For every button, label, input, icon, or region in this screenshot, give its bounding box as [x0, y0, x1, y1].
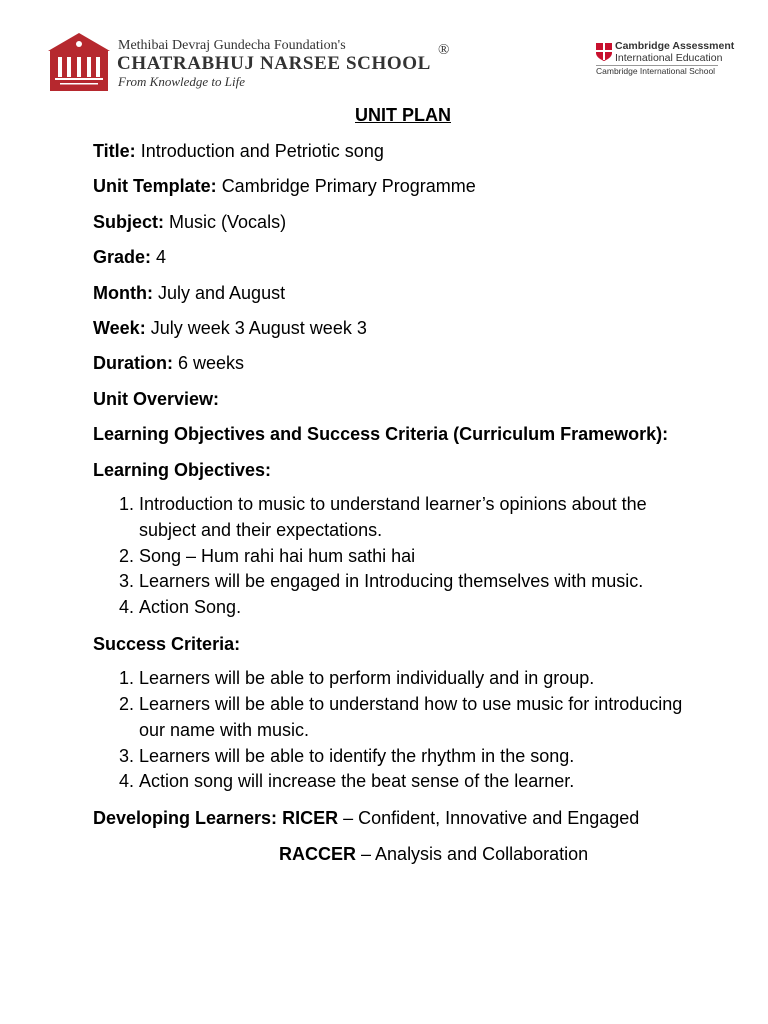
field-label: Week:	[93, 317, 146, 338]
school-tagline: From Knowledge to Life	[118, 74, 245, 89]
field-label: Learning Objectives and Success Criteria (Curriculum Framework):	[93, 424, 669, 445]
field-value: July and August	[157, 282, 286, 303]
field-row	[93, 209, 703, 244]
cambridge-shield-icon	[595, 42, 613, 62]
list-item: 4. Action song will increase the beat sense of the learner.	[139, 769, 703, 795]
school-name: CHATRABHUJ NARSEE SCHOOL	[117, 53, 431, 74]
list-item: 2. Learners will be able to understand how to use music for introducing our name with music.	[139, 692, 703, 744]
field-label: Learning Objectives:	[93, 459, 272, 480]
field-label: Duration:	[93, 353, 173, 374]
learning-objectives-list	[93, 492, 703, 621]
cambridge-line-2: International Education	[615, 52, 723, 64]
developing-label: Developing Learners:	[93, 808, 278, 829]
list-item: 3. Learners will be engaged in Introducing themselves with music.	[139, 569, 703, 595]
field-list	[93, 138, 703, 492]
field-label: Subject:	[93, 211, 165, 232]
field-row	[93, 350, 703, 385]
list-item: 3. Learners will be able to identify the rhythm in the song.	[139, 744, 703, 770]
field-row	[93, 315, 703, 350]
raccer-value: – Analysis and Collaboration	[356, 843, 589, 864]
document-heading: UNIT PLAN	[355, 105, 451, 125]
field-value: 6 weeks	[178, 353, 245, 374]
list-item: 1. Learners will be able to perform individually and in group.	[139, 666, 703, 692]
field-row	[93, 421, 703, 456]
registered-mark: ®	[438, 42, 450, 58]
field-row	[93, 457, 703, 492]
field-label: Unit Overview:	[93, 388, 220, 409]
developing-learners-ricer	[93, 805, 703, 840]
field-value: 4	[156, 247, 167, 268]
raccer-key: RACCER	[279, 843, 357, 864]
cambridge-line-3: Cambridge International School	[596, 66, 716, 76]
field-value: Cambridge Primary Programme	[221, 176, 476, 197]
field-label: Month:	[93, 282, 153, 303]
field-value: July week 3 August week 3	[150, 317, 367, 338]
field-row	[93, 280, 703, 315]
developing-learners-raccer	[93, 841, 703, 871]
field-value: Introduction and Petriotic song	[140, 141, 384, 161]
field-row	[93, 138, 703, 173]
list-item: 1. Introduction to music to understand learner’s opinions about the subject and their expectations.	[139, 492, 703, 544]
field-label: Title:	[93, 141, 136, 161]
field-value: Music (Vocals)	[169, 211, 287, 232]
document-body	[93, 100, 703, 871]
ricer-key: RICER	[282, 808, 339, 829]
field-row	[93, 173, 703, 208]
ricer-value: – Confident, Innovative and Engaged	[338, 808, 640, 829]
field-label: Unit Template:	[93, 176, 217, 197]
field-row	[93, 244, 703, 279]
success-criteria-heading: Success Criteria:	[93, 633, 241, 654]
field-row	[93, 386, 703, 421]
foundation-name: Methibai Devraj Gundecha Foundation's	[118, 38, 346, 53]
list-item: 2. Song – Hum rahi hai hum sathi hai	[139, 544, 703, 570]
list-item: 4. Action Song.	[139, 595, 703, 621]
field-label: Grade:	[93, 247, 152, 268]
page-header	[0, 0, 768, 100]
school-emblem-icon	[46, 31, 112, 91]
success-criteria-list	[93, 666, 703, 795]
cambridge-line-1: Cambridge Assessment	[615, 40, 735, 52]
